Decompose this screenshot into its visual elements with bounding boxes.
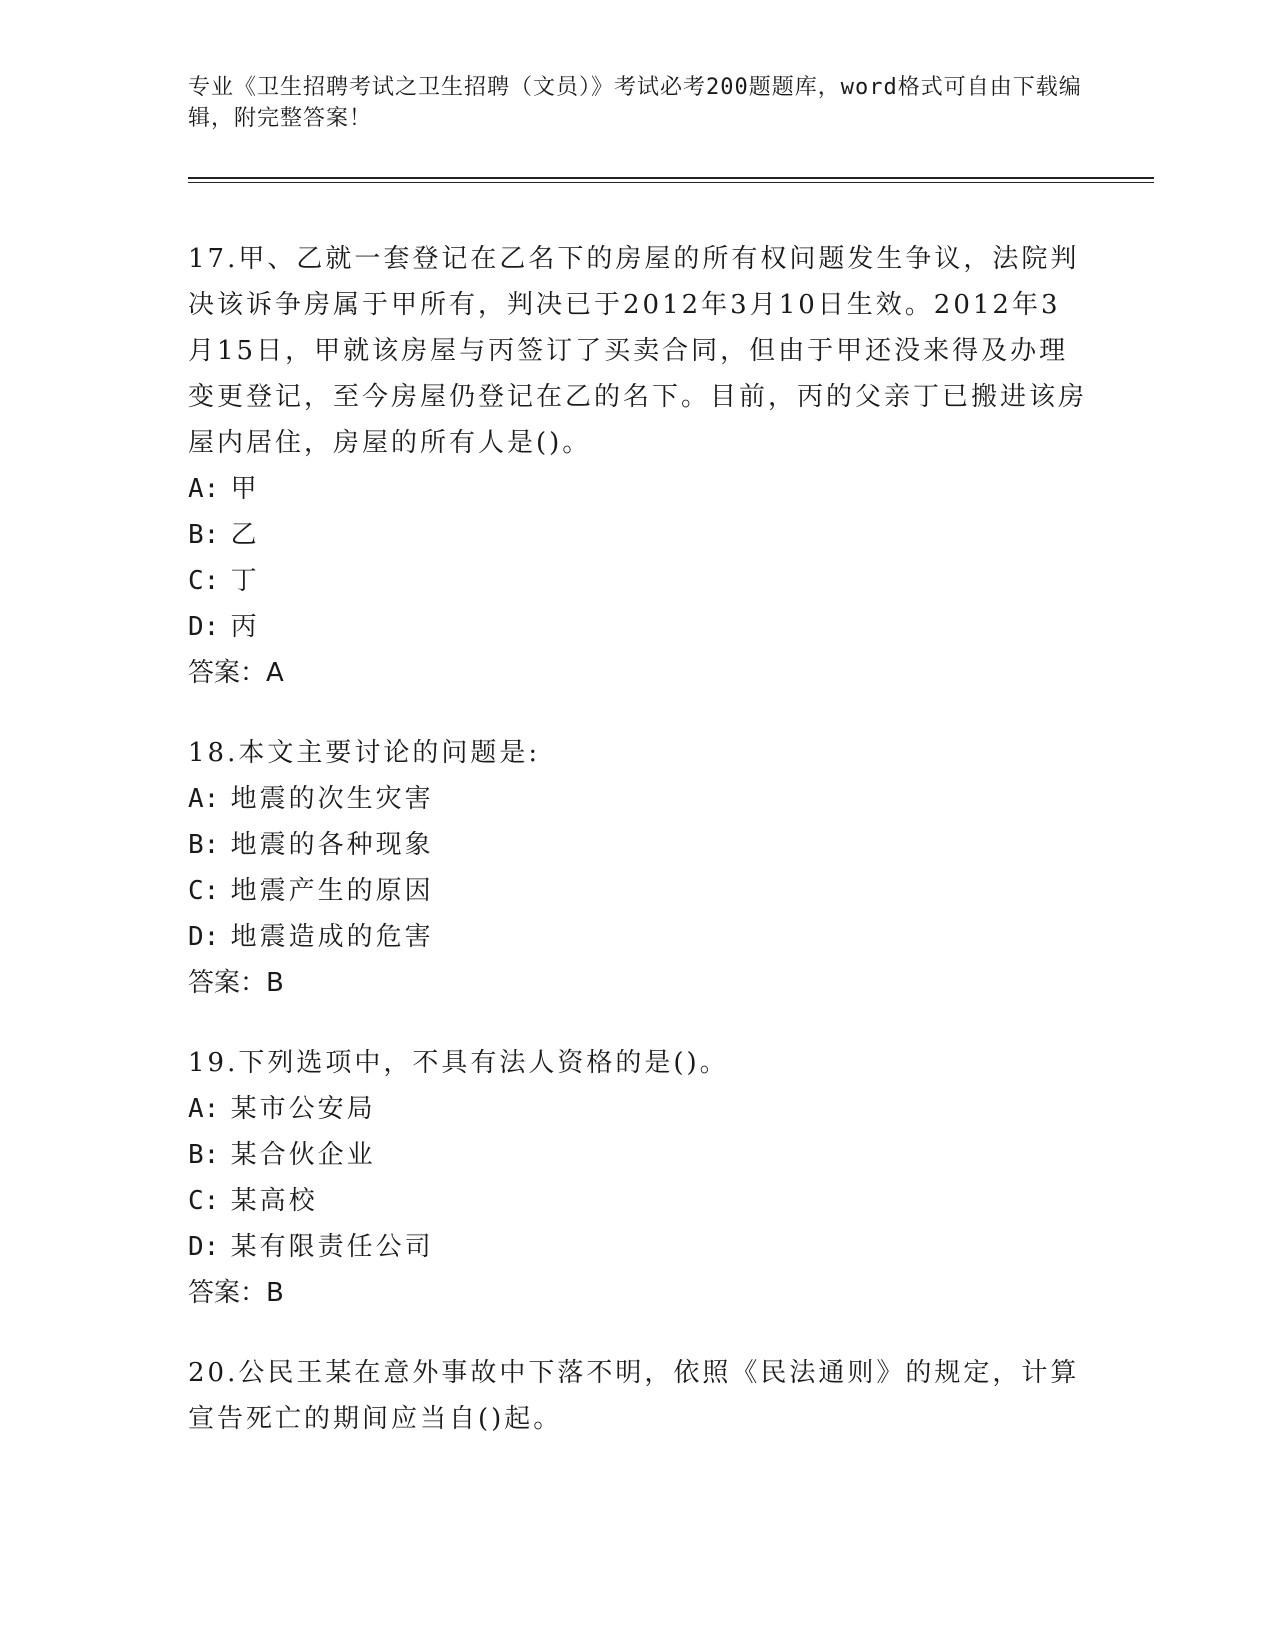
option-a (188, 1086, 1088, 1132)
option-text: 地震造成的危害 (230, 922, 434, 952)
option-text: 丁 (230, 566, 260, 596)
option-d (188, 1224, 1088, 1270)
option-key: C: (188, 1186, 220, 1216)
question-stem: 18.本文主要讨论的问题是: (188, 738, 541, 768)
option-text: 某有限责任公司 (230, 1232, 434, 1262)
option-text: 乙 (230, 520, 260, 550)
question-stem: 19.下列选项中，不具有法人资格的是()。 (188, 1048, 729, 1078)
option-key: B: (188, 520, 220, 550)
option-key: C: (188, 566, 220, 596)
option-key: A: (188, 784, 220, 814)
header-divider-thin (188, 182, 1154, 183)
question-stem: 17.甲、乙就一套登记在乙名下的房屋的所有权问题发生争议，法院判决该诉争房属于甲所有，判决已于2012年3月10日生效。2012年3月15日，甲就该房屋与丙签订了买卖合同，但由于甲还没来得及办理变更登记，至今房屋仍登记在乙的名下。目前，丙的父亲丁已搬进该房屋内居住，房屋的所有人是()。 (188, 244, 1088, 458)
answer-line: 答案：B (188, 1278, 284, 1308)
option-key: B: (188, 830, 220, 860)
option-c (188, 868, 1088, 914)
option-text: 某高校 (230, 1186, 318, 1216)
option-key: B: (188, 1140, 220, 1170)
option-key: C: (188, 876, 220, 906)
question-20 (188, 1350, 1088, 1442)
answer-line: 答案：A (188, 658, 284, 688)
option-text: 地震的各种现象 (230, 830, 434, 860)
question-stem: 20.公民王某在意外事故中下落不明，依照《民法通则》的规定，计算宣告死亡的期间应当自()起。 (188, 1358, 1080, 1434)
answer-line: 答案：B (188, 968, 284, 998)
document-header: 专业《卫生招聘考试之卫生招聘（文员）》考试必考200题题库，word格式可自由下载编辑，附完整答案！ (188, 75, 1082, 131)
question-list (188, 236, 1088, 1476)
question-17 (188, 236, 1088, 696)
option-b (188, 1132, 1088, 1178)
question-19 (188, 1040, 1088, 1316)
option-c (188, 1178, 1088, 1224)
option-text: 某市公安局 (230, 1094, 376, 1124)
option-text: 丙 (230, 612, 260, 642)
option-key: D: (188, 612, 220, 642)
question-18 (188, 730, 1088, 1006)
option-a (188, 466, 1088, 512)
option-text: 地震的次生灾害 (230, 784, 434, 814)
option-text: 甲 (230, 474, 260, 504)
option-text: 地震产生的原因 (230, 876, 434, 906)
option-key: A: (188, 1094, 220, 1124)
option-a (188, 776, 1088, 822)
option-key: D: (188, 1232, 220, 1262)
option-b (188, 822, 1088, 868)
option-c (188, 558, 1088, 604)
option-d (188, 914, 1088, 960)
header-divider-thick (188, 177, 1154, 179)
option-d (188, 604, 1088, 650)
option-text: 某合伙企业 (230, 1140, 376, 1170)
option-b (188, 512, 1088, 558)
option-key: A: (188, 474, 220, 504)
option-key: D: (188, 922, 220, 952)
